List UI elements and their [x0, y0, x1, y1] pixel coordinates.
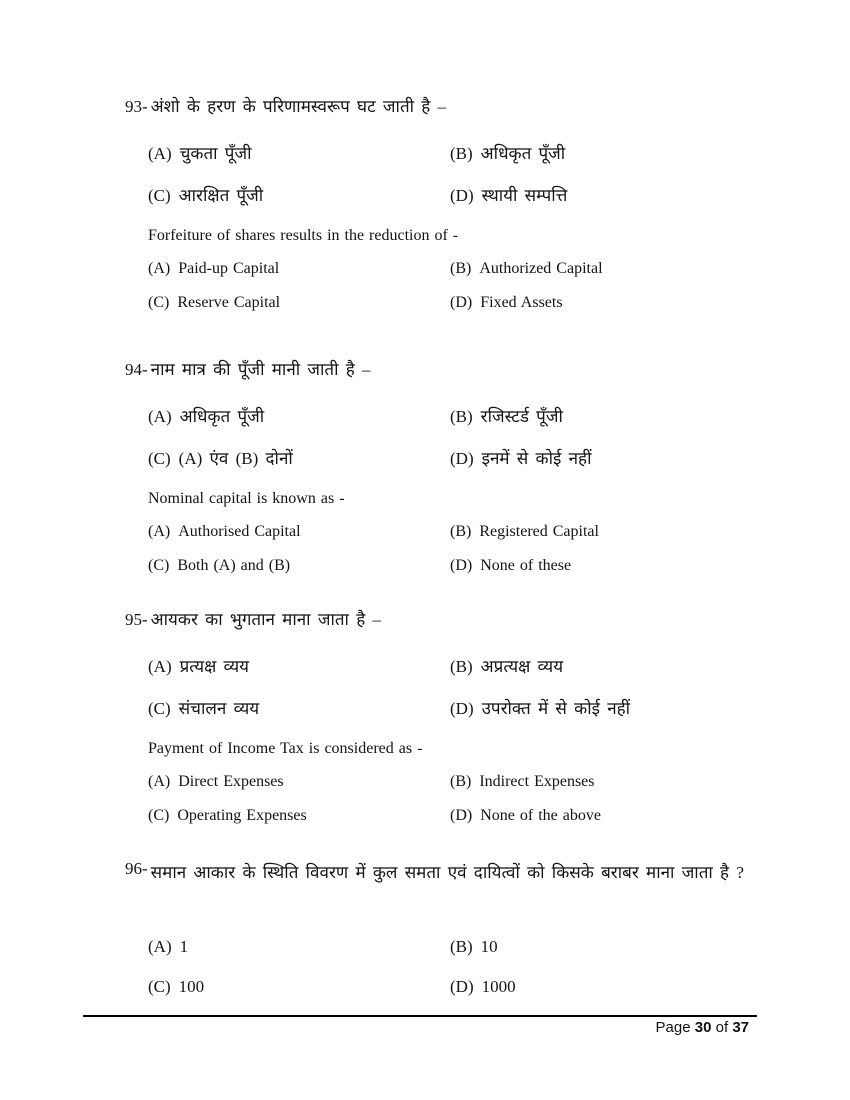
footer-divider — [83, 1015, 757, 1017]
option-a-english — [148, 259, 279, 279]
option-text: रजिस्टर्ड पूँजी — [480, 407, 563, 426]
question-93 — [125, 95, 770, 311]
option-text: None of these — [480, 557, 572, 574]
option-c-english — [148, 806, 307, 826]
option-text: अप्रत्यक्ष व्यय — [480, 657, 564, 676]
question-96 — [125, 857, 770, 996]
option-text: Paid-up Capital — [178, 260, 280, 277]
option-b-english — [450, 522, 599, 542]
option-label: (C) — [148, 449, 171, 468]
option-d-hindi — [450, 697, 630, 721]
option-text: Indirect Expenses — [479, 773, 595, 790]
question-text-hindi: अंशो के हरण के परिणामस्वरूप घट जाती है – — [150, 97, 447, 116]
page-label: Page — [655, 1019, 691, 1036]
option-text: आरक्षित पूँजी — [178, 186, 264, 205]
question-number: 93- — [125, 97, 148, 116]
option-label: (C) — [148, 294, 170, 311]
option-label: (A) — [148, 937, 172, 956]
option-label: (D) — [450, 699, 474, 718]
question-number: 96- — [125, 859, 148, 878]
question-number: 94- — [125, 360, 148, 379]
option-b-hindi — [450, 655, 563, 679]
option-label: (C) — [148, 807, 170, 824]
option-c-english — [148, 556, 290, 576]
option-d-english — [450, 806, 601, 826]
option-label: (D) — [450, 557, 473, 574]
page-indicator — [83, 1019, 749, 1036]
option-label: (D) — [450, 294, 473, 311]
option-b-english — [450, 772, 595, 792]
option-text: None of the above — [480, 807, 601, 824]
option-label: (D) — [450, 977, 474, 996]
option-label: (C) — [148, 557, 170, 574]
option-text: Registered Capital — [479, 523, 599, 540]
question-text-hindi: आयकर का भुगतान माना जाता है – — [150, 610, 381, 629]
option-label: (D) — [450, 186, 474, 205]
option-label: (A) — [148, 773, 171, 790]
option-c-hindi — [148, 447, 293, 471]
option-text: इनमें से कोई नहीं — [481, 449, 592, 468]
question-text-english: Nominal capital is known as - — [148, 490, 345, 507]
option-label: (C) — [148, 186, 171, 205]
option-text: 1 — [179, 937, 189, 956]
option-text: (A) एंव (B) दोनों — [178, 449, 293, 468]
option-text: Direct Expenses — [178, 773, 284, 790]
option-text: 1000 — [481, 977, 516, 996]
question-95 — [125, 608, 770, 824]
option-label: (B) — [450, 523, 472, 540]
option-text: अधिकृत पूँजी — [179, 407, 265, 426]
option-b-hindi — [450, 405, 563, 429]
option-text: Authorised Capital — [178, 523, 301, 540]
question-95-hindi-title — [125, 608, 770, 632]
of-label: of — [715, 1019, 729, 1036]
option-a-hindi — [148, 655, 249, 679]
option-label: (B) — [450, 144, 473, 163]
option-label: (A) — [148, 657, 172, 676]
question-94 — [125, 358, 770, 574]
option-b — [450, 935, 498, 959]
option-text: चुकता पूँजी — [179, 144, 252, 163]
question-text-english: Forfeiture of shares results in the reduction of - — [148, 227, 459, 244]
option-label: (C) — [148, 699, 171, 718]
option-text: अधिकृत पूँजी — [480, 144, 566, 163]
option-text: Fixed Assets — [480, 294, 563, 311]
option-d — [450, 975, 516, 999]
option-b-english — [450, 259, 603, 279]
option-a-hindi — [148, 142, 251, 166]
option-text: Reserve Capital — [177, 294, 281, 311]
option-b-hindi — [450, 142, 565, 166]
option-text: Both (A) and (B) — [177, 557, 291, 574]
option-text: स्थायी सम्पत्ति — [481, 186, 568, 205]
question-93-hindi-title — [125, 95, 770, 119]
option-label: (A) — [148, 407, 172, 426]
question-text-hindi: नाम मात्र की पूँजी मानी जाती है – — [150, 360, 371, 379]
option-c — [148, 975, 204, 999]
option-label: (B) — [450, 407, 473, 426]
option-text: 100 — [178, 977, 205, 996]
page-number: 30 — [694, 1019, 712, 1036]
option-label: (D) — [450, 449, 474, 468]
option-label: (B) — [450, 657, 473, 676]
option-text: प्रत्यक्ष व्यय — [179, 657, 250, 676]
option-a-english — [148, 772, 284, 792]
question-text-hindi: समान आकार के स्थिति विवरण में कुल समता एवं दायित्वों को किसके बराबर माना जाता है ? — [150, 863, 744, 882]
option-a-english — [148, 522, 301, 542]
question-94-hindi-title — [125, 358, 770, 382]
option-label: (A) — [148, 523, 171, 540]
total-pages: 37 — [732, 1019, 749, 1036]
option-label: (C) — [148, 977, 171, 996]
option-label: (B) — [450, 937, 473, 956]
option-d-hindi — [450, 184, 567, 208]
question-text-english: Payment of Income Tax is considered as - — [148, 740, 423, 757]
option-c-hindi — [148, 184, 263, 208]
question-96-hindi-title — [125, 857, 770, 889]
option-c-english — [148, 293, 280, 313]
option-label: (A) — [148, 144, 172, 163]
option-a — [148, 935, 188, 959]
option-d-english — [450, 556, 571, 576]
option-text: Operating Expenses — [177, 807, 307, 824]
option-label: (A) — [148, 260, 171, 277]
option-a-hindi — [148, 405, 264, 429]
option-d-hindi — [450, 447, 591, 471]
option-text: संचालन व्यय — [178, 699, 260, 718]
option-text: उपरोक्त में से कोई नहीं — [481, 699, 631, 718]
option-text: 10 — [480, 937, 498, 956]
option-c-hindi — [148, 697, 259, 721]
option-label: (B) — [450, 773, 472, 790]
option-label: (D) — [450, 807, 473, 824]
option-d-english — [450, 293, 563, 313]
option-label: (B) — [450, 260, 472, 277]
question-number: 95- — [125, 610, 148, 629]
option-text: Authorized Capital — [479, 260, 603, 277]
